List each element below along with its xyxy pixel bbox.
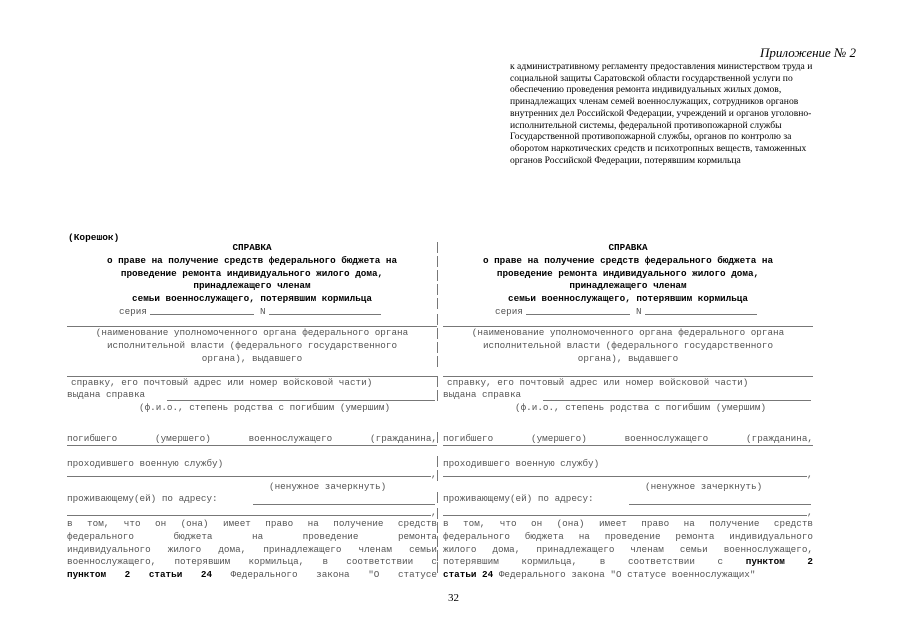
address-field-2[interactable] xyxy=(67,515,431,516)
entitlement-line: федерального бюджета на проведение ремонта xyxy=(67,530,437,542)
entitlement-text xyxy=(443,518,813,582)
deceased-name-field[interactable] xyxy=(443,445,813,446)
page-number: 32 xyxy=(448,592,459,604)
law-point-ref: пунктом 2 xyxy=(67,569,131,581)
number-label: N xyxy=(636,306,642,317)
entitlement-line xyxy=(443,569,813,582)
service-field[interactable] xyxy=(443,476,807,477)
regulation-reference xyxy=(510,61,860,166)
regulation-line: исполнительной системы, федеральной противопожарной службы xyxy=(510,119,782,131)
law-point-ref: пунктом 2 xyxy=(745,556,813,568)
certificate-title: СПРАВКА xyxy=(232,242,272,253)
authority-hint-line: исполнительной власти (федерального государственного xyxy=(106,339,398,351)
recipient-name-field[interactable] xyxy=(167,400,435,401)
regulation-line: внутренних дел Российской Федерации, учреждений и органов уголовно- xyxy=(510,107,812,119)
recipient-name-field[interactable] xyxy=(543,400,811,401)
service-line: проходившего военную службу) xyxy=(67,458,224,469)
authority-hint-line: исполнительной власти (федерального государственного xyxy=(482,339,774,351)
comma-mark: , xyxy=(431,469,437,480)
entitlement-line: в том, что он (она) имеет право на получение средств xyxy=(67,518,437,529)
entitlement-line xyxy=(443,556,813,569)
entitlement-line: индивидуального жилого дома, принадлежащего членам семьи xyxy=(67,543,437,555)
regulation-line: обеспечению проведения ремонта индивидуальных жилых домов, xyxy=(510,84,782,96)
address-field[interactable] xyxy=(253,504,435,505)
authority-hint-line: органа), выдавшего xyxy=(577,352,679,364)
series-label: серия xyxy=(495,306,523,317)
number-label: N xyxy=(260,306,266,317)
certificate-subtitle-line: проведение ремонта индивидуального жилого дома, xyxy=(120,267,384,279)
certificate-subtitle-line: семьи военнослужащего, потерявшим кормильца xyxy=(132,293,372,305)
entitlement-text-part: потерявшим кормильца, в соответствии с xyxy=(443,556,724,568)
certificate-title: СПРАВКА xyxy=(608,242,648,253)
law-article-ref: статьи 24 xyxy=(443,569,494,581)
certificate-title-block xyxy=(443,242,813,306)
entitlement-text xyxy=(67,518,437,582)
regulation-line: органов Российской Федерации, потерявшим кормильца xyxy=(510,154,741,166)
authority-hint-line: (наименование уполномоченного органа федерального органа xyxy=(95,327,409,338)
number-field[interactable] xyxy=(645,314,757,315)
law-name: Федерального закона "О статусе xyxy=(230,569,437,581)
certificate-subtitle-line: проведение ремонта индивидуального жилого дома, xyxy=(496,267,760,279)
address-hint: справку, его почтовый адрес или номер войсковой части) xyxy=(71,377,373,388)
service-line: проходившего военную службу) xyxy=(443,458,600,469)
entitlement-line xyxy=(67,569,437,582)
certificate-stub xyxy=(67,242,437,581)
issued-label: выдана справка xyxy=(67,389,146,400)
comma-mark: , xyxy=(807,507,813,518)
entitlement-line: военнослужащего, потерявшим кормильца, в соответствии с xyxy=(67,556,437,568)
certificate-main xyxy=(443,242,813,581)
cut-line-divider xyxy=(437,242,439,598)
deceased-line: погибшего (умершего) военнослужащего (гражданина, xyxy=(67,433,437,444)
series-label: серия xyxy=(119,306,147,317)
deceased-name-field[interactable] xyxy=(67,445,437,446)
regulation-line: принадлежащих членам семей военнослужащих, сотрудников органов xyxy=(510,96,799,108)
law-name: Федерального закона "О статусе военнослужащих" xyxy=(498,569,756,581)
authority-hint-line: органа), выдавшего xyxy=(201,352,303,364)
regulation-line: социальной защиты Саратовской области государственной услуги по xyxy=(510,72,793,84)
series-field[interactable] xyxy=(526,314,630,315)
law-article-ref: статьи 24 xyxy=(148,569,213,581)
regulation-line: к административному регламенту предоставления министерством труда и xyxy=(510,61,813,72)
authority-hint-line: (наименование уполномоченного органа федерального органа xyxy=(471,327,785,338)
address-field-2[interactable] xyxy=(443,515,807,516)
regulation-line: оборотом наркотических средств и психотропных веществ, таможенных xyxy=(510,142,807,154)
issued-label: выдана справка xyxy=(443,389,522,400)
address-field[interactable] xyxy=(629,504,811,505)
certificate-subtitle-line: принадлежащего членам xyxy=(569,280,687,292)
certificate-subtitle-line: семьи военнослужащего, потерявшим кормильца xyxy=(508,293,748,305)
fio-hint: (ф.и.о., степень родства с погибшим (умершим) xyxy=(139,402,391,413)
stub-label: (Корешок) xyxy=(68,232,120,243)
strike-hint: (ненужное зачеркнуть) xyxy=(645,481,763,492)
regulation-line: Государственной противопожарной службы, органов по контролю за xyxy=(510,131,792,143)
certificate-title-block xyxy=(67,242,437,306)
comma-mark: , xyxy=(431,507,437,518)
deceased-line: погибшего (умершего) военнослужащего (гражданина, xyxy=(443,433,813,444)
authority-hint xyxy=(67,327,437,365)
strike-hint: (ненужное зачеркнуть) xyxy=(269,481,387,492)
comma-mark: , xyxy=(807,469,813,480)
fio-hint: (ф.и.о., степень родства с погибшим (умершим) xyxy=(515,402,767,413)
number-field[interactable] xyxy=(269,314,381,315)
appendix-title: Приложение № 2 xyxy=(760,45,857,60)
entitlement-line: жилого дома, принадлежащего членам семьи военнослужащего, xyxy=(443,543,813,555)
certificate-subtitle-line: о праве на получение средств федерального бюджета на xyxy=(106,254,398,266)
certificate-subtitle-line: о праве на получение средств федерального бюджета на xyxy=(482,254,774,266)
entitlement-line: федерального бюджета на проведение ремонта индивидуального xyxy=(443,530,813,542)
service-field[interactable] xyxy=(67,476,431,477)
address-hint: справку, его почтовый адрес или номер войсковой части) xyxy=(447,377,749,388)
entitlement-line: в том, что он (она) имеет право на получение средств xyxy=(443,518,813,529)
series-field[interactable] xyxy=(150,314,254,315)
residing-label: проживающему(ей) по адресу: xyxy=(443,493,594,504)
certificate-subtitle-line: принадлежащего членам xyxy=(193,280,311,292)
residing-label: проживающему(ей) по адресу: xyxy=(67,493,218,504)
authority-hint xyxy=(443,327,813,365)
